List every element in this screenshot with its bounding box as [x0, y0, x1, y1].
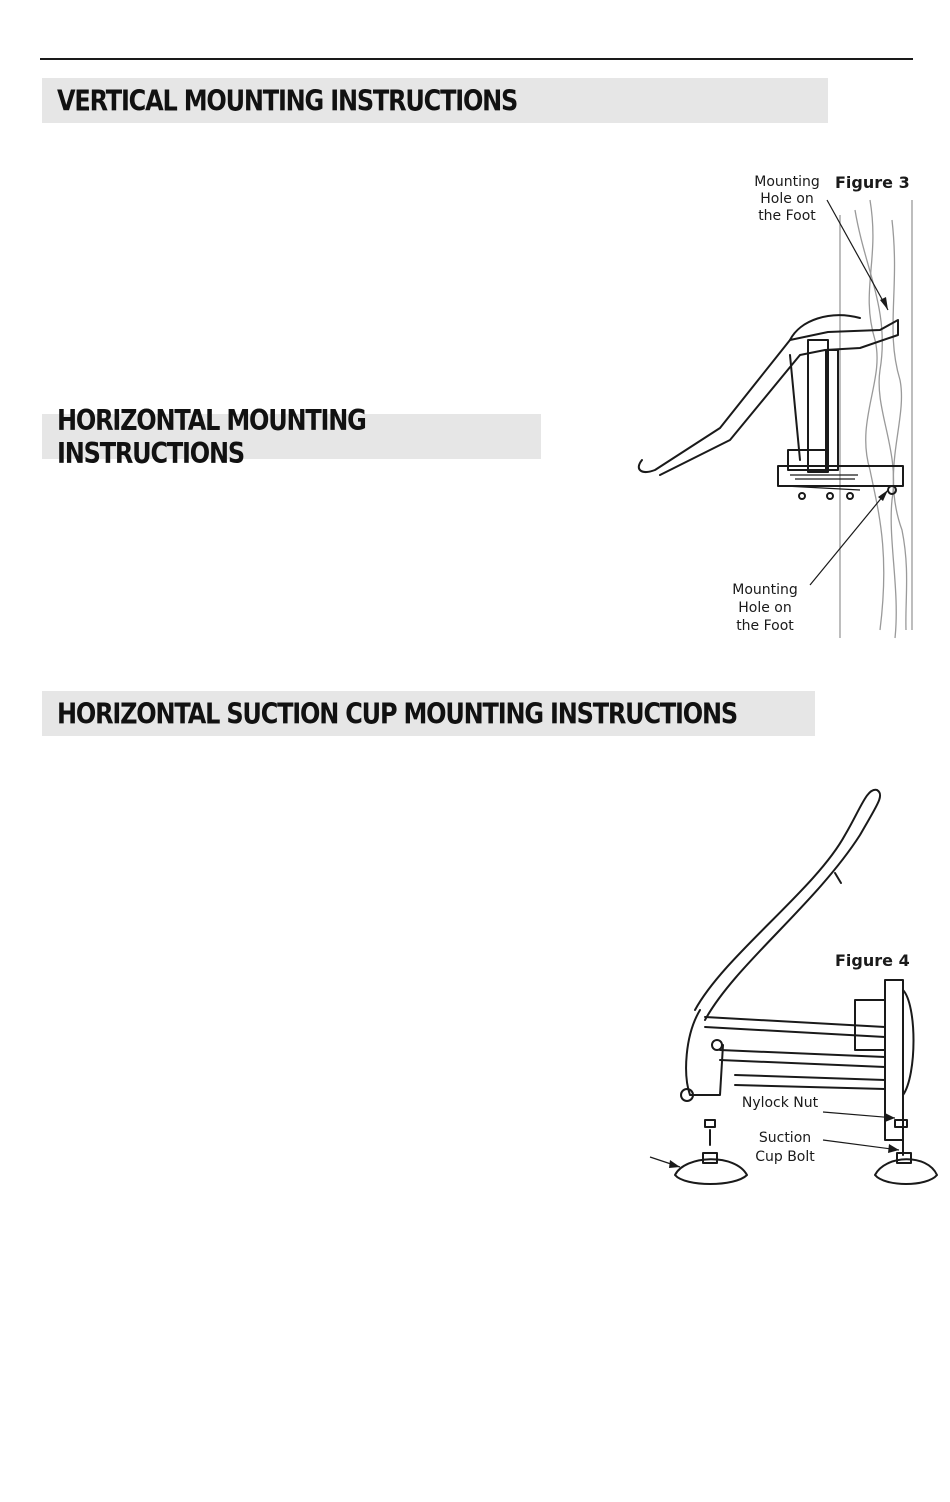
- cutter-illustration: [639, 315, 903, 499]
- leader-line-bottom: [810, 490, 888, 585]
- section-title-horizontal: HORIZONTAL MOUNTING INSTRUCTIONS: [57, 403, 366, 470]
- callout-top-line-2: Hole on: [760, 191, 814, 207]
- figure-4-illustration: [645, 795, 925, 1195]
- callout-suction-line-2: Cup Bolt: [755, 1149, 815, 1165]
- callout-top-line-1: Mounting: [754, 174, 820, 190]
- section-header-horizontal: [42, 403, 541, 470]
- callout-bottom-line-2: Hole on: [738, 600, 792, 616]
- leader-line-top: [827, 200, 888, 310]
- figure-3: [630, 170, 920, 650]
- figure-3-label: Figure 3: [835, 173, 910, 192]
- section-title-suction: HORIZONTAL SUCTION CUP MOUNTING INSTRUCTIONS: [57, 696, 737, 731]
- callout-suction-line-1: Suction: [758, 1130, 812, 1146]
- section-header-vertical: [42, 78, 828, 123]
- leader-line-suction: [823, 1140, 899, 1150]
- section-header-suction: [42, 691, 815, 736]
- top-rule: [40, 58, 913, 60]
- figure-4: [645, 795, 925, 1195]
- callout-bottom-line-1: Mounting: [732, 582, 798, 598]
- figure-4-label: Figure 4: [835, 951, 910, 970]
- cutter-illustration: [675, 790, 937, 1184]
- section-title-vertical: VERTICAL MOUNTING INSTRUCTIONS: [57, 83, 518, 118]
- figure-3-illustration: [630, 170, 920, 650]
- callout-top-line-3: the Foot: [758, 208, 816, 224]
- callout-bottom-line-3: the Foot: [736, 618, 794, 634]
- callout-nylock-nut: Nylock Nut: [741, 1095, 819, 1111]
- wall-illustration: [840, 200, 912, 638]
